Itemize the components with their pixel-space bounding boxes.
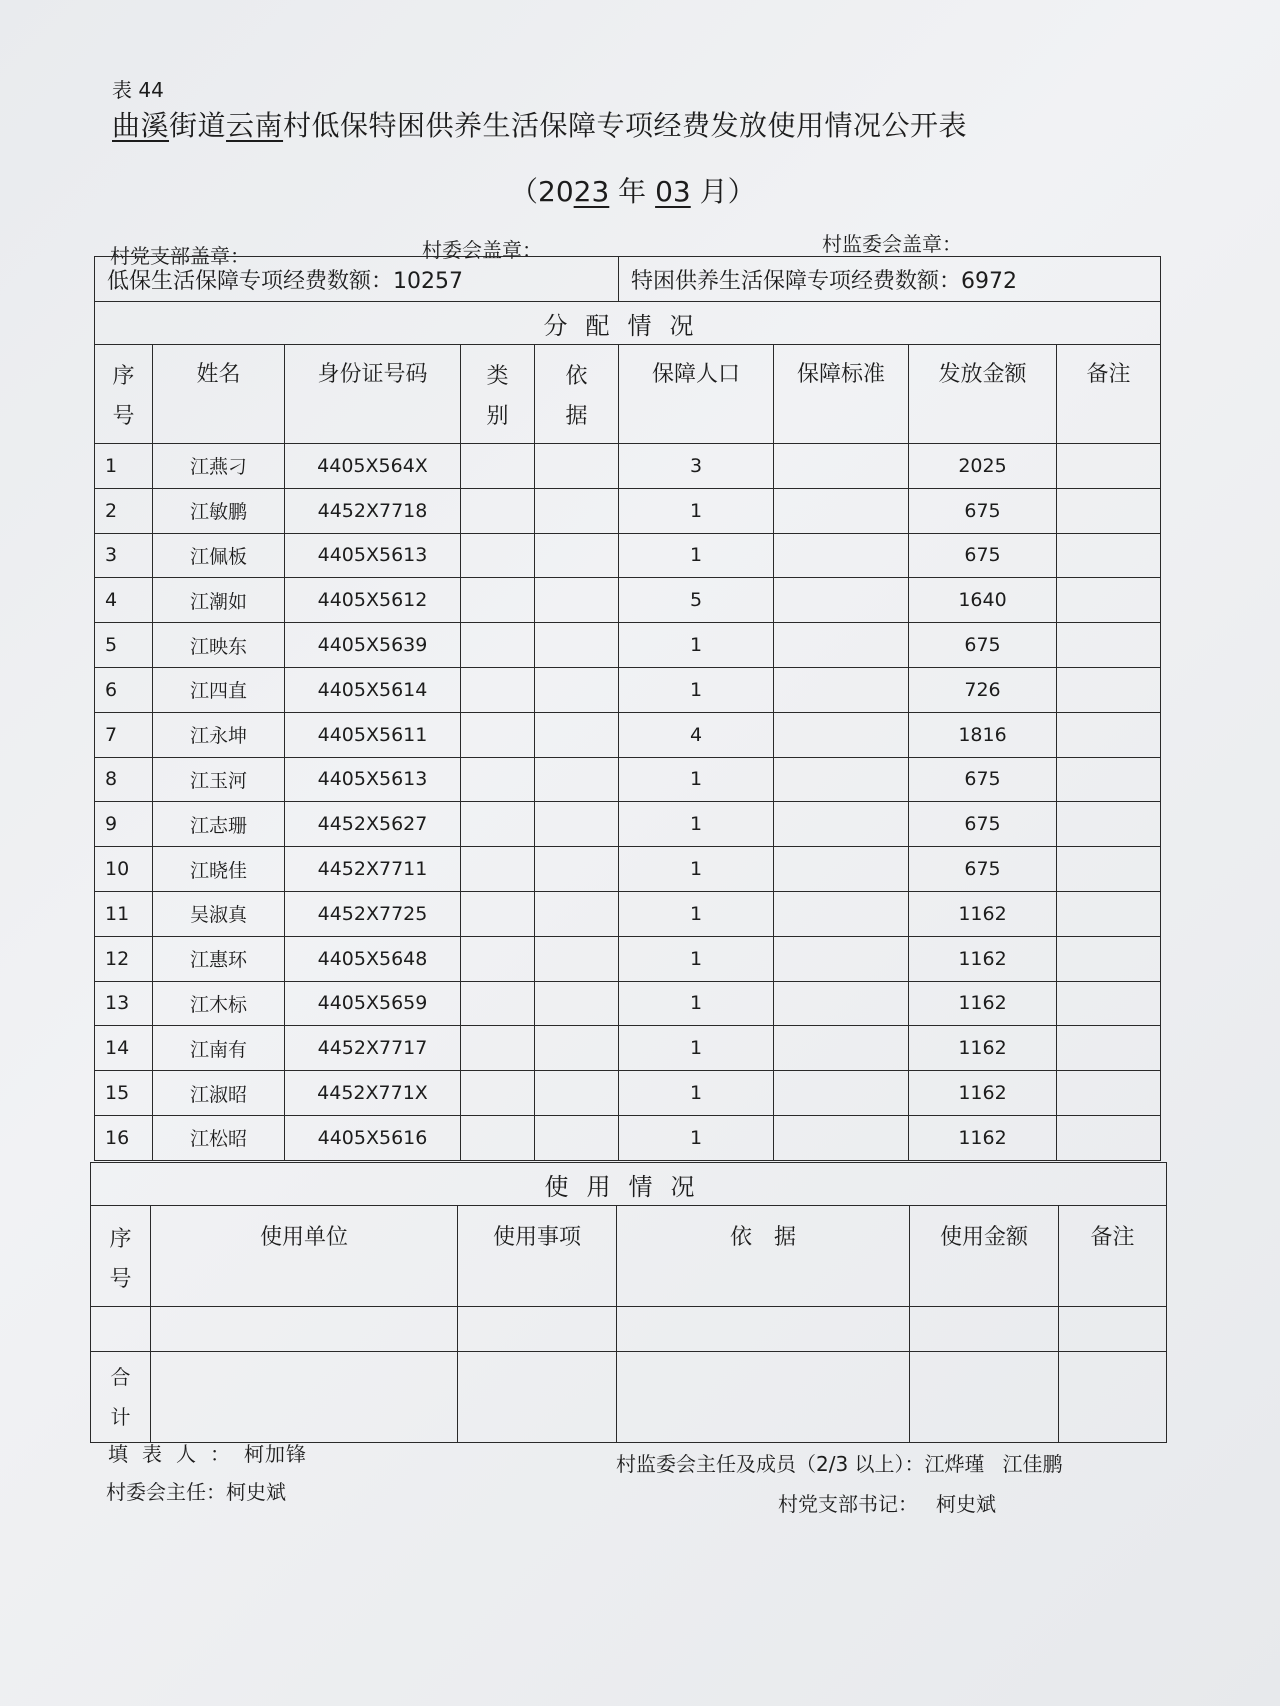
cell-id-number: 4405X5639 [285, 623, 461, 668]
cell-basis [535, 578, 619, 623]
supervisor-name-1: 江烨瑾 [924, 1452, 985, 1476]
period-year-suffix: 年 [609, 175, 656, 208]
cell-category [461, 802, 535, 847]
cell-name: 江燕刁 [153, 444, 285, 489]
usage-col-header-item: 使用事项 [458, 1206, 617, 1307]
cell-category [461, 757, 535, 802]
usage-col-header-amount: 使用金额 [910, 1206, 1059, 1307]
cell-remark [1057, 667, 1161, 712]
period-close: 月） [690, 175, 756, 208]
cell-seq: 8 [95, 757, 153, 802]
col-header-name: 姓名 [153, 345, 285, 444]
cell-standard [774, 847, 909, 892]
usage-cell [910, 1307, 1059, 1352]
cell-category [461, 712, 535, 757]
cell-amount: 1640 [909, 578, 1057, 623]
cell-population: 1 [619, 667, 774, 712]
cell-population: 1 [619, 936, 774, 981]
cell-seq: 6 [95, 667, 153, 712]
cell-amount: 675 [909, 757, 1057, 802]
cell-remark [1057, 488, 1161, 533]
cell-standard [774, 1071, 909, 1116]
report-period [510, 170, 756, 210]
cell-amount: 675 [909, 802, 1057, 847]
usage-cell [910, 1352, 1059, 1443]
period-year: 23 [573, 175, 610, 208]
col-header-population: 保障人口 [619, 345, 774, 444]
usage-col-header-seq: 序 号 [91, 1206, 151, 1307]
secretary-signature [778, 1488, 996, 1517]
table-number: 表 44 [112, 78, 164, 102]
usage-cell [1059, 1307, 1167, 1352]
table-row [95, 891, 1161, 936]
supervisor-name-2: 江佳鹏 [1002, 1452, 1063, 1476]
cell-population: 1 [619, 802, 774, 847]
cell-amount: 1162 [909, 891, 1057, 936]
cell-category [461, 1026, 535, 1071]
cell-basis [535, 802, 619, 847]
cell-population: 1 [619, 981, 774, 1026]
cell-seq: 10 [95, 847, 153, 892]
cell-basis [535, 533, 619, 578]
cell-category [461, 444, 535, 489]
usage-col-header-basis: 依 据 [617, 1206, 910, 1307]
cell-amount: 726 [909, 667, 1057, 712]
usage-blank-row [91, 1307, 1167, 1352]
fund-amount-row [95, 257, 1161, 302]
col-header-remark: 备注 [1057, 345, 1161, 444]
cell-population: 1 [619, 847, 774, 892]
table-row [95, 533, 1161, 578]
cell-remark [1057, 802, 1161, 847]
cell-basis [535, 847, 619, 892]
secretary-name: 柯史斌 [936, 1492, 996, 1516]
supervisor-signature [616, 1448, 1063, 1477]
col-header-category: 类 别 [461, 345, 535, 444]
usage-cell [151, 1352, 458, 1443]
cell-name: 江松昭 [153, 1115, 285, 1160]
usage-header-row [91, 1206, 1167, 1307]
cell-seq: 3 [95, 533, 153, 578]
cell-basis [535, 936, 619, 981]
table-row [95, 444, 1161, 489]
cell-id-number: 4405X5613 [285, 757, 461, 802]
cell-amount: 1162 [909, 1026, 1057, 1071]
cell-id-number: 4405X5613 [285, 533, 461, 578]
cell-name: 吴淑真 [153, 891, 285, 936]
cell-category [461, 936, 535, 981]
cell-id-number: 4452X7717 [285, 1026, 461, 1071]
cell-amount: 675 [909, 488, 1057, 533]
cell-standard [774, 667, 909, 712]
usage-total-row [91, 1352, 1167, 1443]
cell-seq: 5 [95, 623, 153, 668]
cell-population: 4 [619, 712, 774, 757]
cell-amount: 675 [909, 623, 1057, 668]
cell-population: 1 [619, 623, 774, 668]
cell-category [461, 847, 535, 892]
col-header-basis: 依 据 [535, 345, 619, 444]
cell-basis [535, 1115, 619, 1160]
distribution-section-row [95, 302, 1161, 345]
cell-name: 江志珊 [153, 802, 285, 847]
period-month: 03 [655, 175, 691, 208]
cell-remark [1057, 981, 1161, 1026]
cell-amount: 675 [909, 533, 1057, 578]
col-header-standard: 保障标准 [774, 345, 909, 444]
cell-population: 1 [619, 1026, 774, 1071]
cell-remark [1057, 444, 1161, 489]
cell-category [461, 667, 535, 712]
table-row [95, 981, 1161, 1026]
cell-amount: 1162 [909, 981, 1057, 1026]
usage-section-row [91, 1163, 1167, 1206]
col-header-id: 身份证号码 [285, 345, 461, 444]
cell-seq: 7 [95, 712, 153, 757]
title-street-name: 曲溪 [112, 109, 170, 142]
cell-name: 江南有 [153, 1026, 285, 1071]
cell-id-number: 4452X7725 [285, 891, 461, 936]
cell-id-number: 4405X5648 [285, 936, 461, 981]
cell-category [461, 623, 535, 668]
cell-name: 江映东 [153, 623, 285, 668]
cell-name: 江潮如 [153, 578, 285, 623]
usage-cell [1059, 1352, 1167, 1443]
table-row [95, 757, 1161, 802]
cell-basis [535, 623, 619, 668]
cell-remark [1057, 936, 1161, 981]
cell-amount: 1162 [909, 1115, 1057, 1160]
cell-basis [535, 712, 619, 757]
distribution-rows [95, 444, 1161, 1161]
cell-name: 江四直 [153, 667, 285, 712]
period-open: （20 [510, 175, 574, 208]
table-row [95, 667, 1161, 712]
cell-amount: 675 [909, 847, 1057, 892]
title-rest: 村低保特困供养生活保障专项经费发放使用情况公开表 [283, 109, 968, 142]
cell-seq: 2 [95, 488, 153, 533]
table-row [95, 1026, 1161, 1071]
cell-basis [535, 667, 619, 712]
cell-remark [1057, 757, 1161, 802]
table-row [95, 488, 1161, 533]
seal-village-committee: 村委会盖章： [422, 238, 542, 262]
cell-id-number: 4405X5616 [285, 1115, 461, 1160]
cell-population: 5 [619, 578, 774, 623]
cell-basis [535, 1026, 619, 1071]
cell-id-number: 4452X771X [285, 1071, 461, 1116]
cell-remark [1057, 533, 1161, 578]
usage-cell [617, 1307, 910, 1352]
cell-population: 1 [619, 488, 774, 533]
table-row [95, 847, 1161, 892]
cell-name: 江晓佳 [153, 847, 285, 892]
usage-col-header-remark: 备注 [1059, 1206, 1167, 1307]
cell-seq: 1 [95, 444, 153, 489]
cell-standard [774, 578, 909, 623]
secretary-label: 村党支部书记： [778, 1492, 918, 1516]
table-row [95, 1071, 1161, 1116]
usage-cell [458, 1307, 617, 1352]
cell-population: 3 [619, 444, 774, 489]
cell-amount: 2025 [909, 444, 1057, 489]
cell-remark [1057, 1115, 1161, 1160]
cell-seq: 9 [95, 802, 153, 847]
cell-population: 1 [619, 757, 774, 802]
cell-name: 江永坤 [153, 712, 285, 757]
cell-remark [1057, 712, 1161, 757]
cell-standard [774, 936, 909, 981]
cell-name: 江惠环 [153, 936, 285, 981]
cell-standard [774, 802, 909, 847]
cell-amount: 1162 [909, 936, 1057, 981]
distribution-table [94, 256, 1161, 1161]
cell-standard [774, 533, 909, 578]
cell-category [461, 981, 535, 1026]
cell-id-number: 4405X564X [285, 444, 461, 489]
table-row [95, 712, 1161, 757]
distribution-section-title: 分配情况 [95, 302, 1161, 345]
cell-standard [774, 981, 909, 1026]
cell-standard [774, 1026, 909, 1071]
director-signature [106, 1476, 286, 1505]
director-label: 村委会主任： [106, 1480, 226, 1504]
cell-basis [535, 488, 619, 533]
cell-id-number: 4405X5611 [285, 712, 461, 757]
usage-cell [458, 1352, 617, 1443]
cell-seq: 4 [95, 578, 153, 623]
cell-seq: 15 [95, 1071, 153, 1116]
cell-population: 1 [619, 1115, 774, 1160]
cell-basis [535, 981, 619, 1026]
cell-population: 1 [619, 891, 774, 936]
cell-id-number: 4452X7711 [285, 847, 461, 892]
cell-standard [774, 488, 909, 533]
cell-category [461, 533, 535, 578]
cell-remark [1057, 623, 1161, 668]
filler-signature [108, 1438, 307, 1467]
cell-seq: 14 [95, 1026, 153, 1071]
usage-col-header-unit: 使用单位 [151, 1206, 458, 1307]
table-row [95, 802, 1161, 847]
table-row [95, 936, 1161, 981]
cell-basis [535, 891, 619, 936]
cell-amount: 1816 [909, 712, 1057, 757]
usage-cell [91, 1307, 151, 1352]
cell-basis [535, 1071, 619, 1116]
distribution-header-row [95, 345, 1161, 444]
cell-name: 江敏鹏 [153, 488, 285, 533]
usage-table [90, 1162, 1167, 1443]
cell-remark [1057, 891, 1161, 936]
supervisor-label: 村监委会主任及成员（2/3 以上）： [616, 1452, 925, 1476]
cell-remark [1057, 1071, 1161, 1116]
cell-standard [774, 1115, 909, 1160]
cell-remark [1057, 578, 1161, 623]
col-header-seq: 序 号 [95, 345, 153, 444]
cell-category [461, 1071, 535, 1116]
cell-id-number: 4405X5612 [285, 578, 461, 623]
cell-seq: 16 [95, 1115, 153, 1160]
cell-id-number: 4452X7718 [285, 488, 461, 533]
cell-seq: 11 [95, 891, 153, 936]
cell-id-number: 4405X5659 [285, 981, 461, 1026]
tekun-fund-amount: 特困供养生活保障专项经费数额：6972 [619, 257, 1161, 302]
title-village-name: 云南 [226, 109, 284, 142]
cell-id-number: 4452X5627 [285, 802, 461, 847]
usage-section-title: 使用情况 [91, 1163, 1167, 1206]
cell-name: 江佩板 [153, 533, 285, 578]
cell-category [461, 1115, 535, 1160]
cell-standard [774, 444, 909, 489]
table-row [95, 1115, 1161, 1160]
cell-category [461, 891, 535, 936]
cell-remark [1057, 1026, 1161, 1071]
cell-basis [535, 757, 619, 802]
title-street-suffix: 街道 [169, 109, 227, 142]
table-row [95, 578, 1161, 623]
cell-amount: 1162 [909, 1071, 1057, 1116]
filler-name: 柯加锋 [244, 1442, 307, 1466]
cell-population: 1 [619, 533, 774, 578]
cell-standard [774, 891, 909, 936]
cell-basis [535, 444, 619, 489]
page-title [112, 104, 967, 144]
cell-name: 江玉河 [153, 757, 285, 802]
dibao-fund-amount: 低保生活保障专项经费数额：10257 [95, 257, 619, 302]
cell-standard [774, 757, 909, 802]
cell-population: 1 [619, 1071, 774, 1116]
cell-name: 江淑昭 [153, 1071, 285, 1116]
cell-seq: 12 [95, 936, 153, 981]
cell-name: 江木标 [153, 981, 285, 1026]
usage-total-label: 合 计 [91, 1352, 151, 1443]
filler-label: 填表人： [108, 1442, 244, 1466]
col-header-amount: 发放金额 [909, 345, 1057, 444]
cell-category [461, 578, 535, 623]
usage-cell [617, 1352, 910, 1443]
director-name: 柯史斌 [226, 1480, 286, 1504]
cell-category [461, 488, 535, 533]
seal-supervision-committee: 村监委会盖章： [822, 232, 962, 256]
seal-party-branch: 村党支部盖章： [110, 244, 250, 268]
cell-id-number: 4405X5614 [285, 667, 461, 712]
table-row [95, 623, 1161, 668]
usage-cell [151, 1307, 458, 1352]
cell-standard [774, 712, 909, 757]
cell-seq: 13 [95, 981, 153, 1026]
cell-standard [774, 623, 909, 668]
cell-remark [1057, 847, 1161, 892]
